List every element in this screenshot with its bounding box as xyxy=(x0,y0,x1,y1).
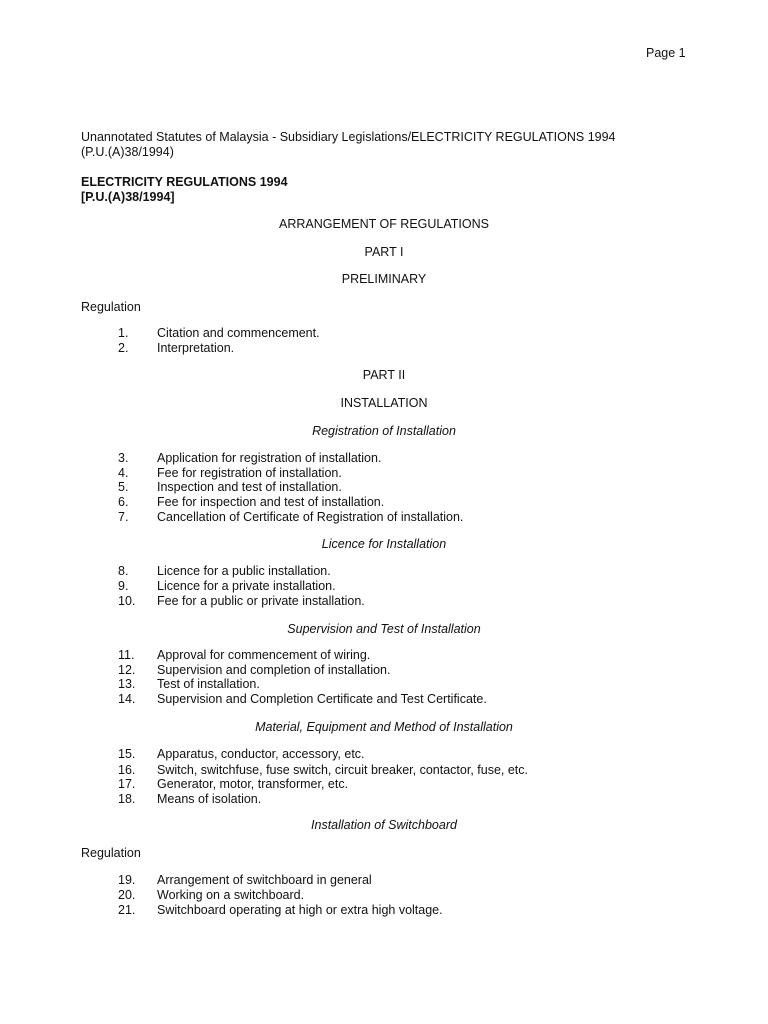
regulation-number: 12. xyxy=(118,663,136,677)
regulation-number: 8. xyxy=(118,564,129,578)
list-item xyxy=(0,341,768,356)
list-item xyxy=(0,480,768,495)
part-2-name: INSTALLATION xyxy=(340,396,428,410)
regulation-number: 1. xyxy=(118,326,129,340)
list-item xyxy=(0,677,768,692)
regulation-title: Apparatus, conductor, accessory, etc. xyxy=(157,747,365,761)
regulation-number: 15. xyxy=(118,747,136,761)
source-header-line-2: (P.U.(A)38/1994) xyxy=(81,145,174,159)
regulation-number: 13. xyxy=(118,677,136,691)
subheading-licence: Licence for Installation xyxy=(321,537,447,551)
regulation-column-label: Regulation xyxy=(81,300,141,314)
document-reference: [P.U.(A)38/1994] xyxy=(81,190,175,204)
regulation-title: Licence for a private installation. xyxy=(157,579,336,593)
regulation-title: Switchboard operating at high or extra high voltage. xyxy=(157,903,443,917)
regulation-column-label-2: Regulation xyxy=(81,846,141,860)
regulation-number: 6. xyxy=(118,495,129,509)
regulation-title: Supervision and completion of installation. xyxy=(157,663,391,677)
regulation-number: 17. xyxy=(118,777,136,791)
regulation-title: Means of isolation. xyxy=(157,792,262,806)
part-1-label: PART I xyxy=(364,245,404,259)
subheading-registration: Registration of Installation xyxy=(312,424,456,438)
list-item xyxy=(0,648,768,663)
regulation-title: Switch, switchfuse, fuse switch, circuit breaker, contactor, fuse, etc. xyxy=(157,763,528,777)
list-item xyxy=(0,888,768,903)
list-item xyxy=(0,747,768,762)
regulation-title: Interpretation. xyxy=(157,341,235,355)
regulation-title: Test of installation. xyxy=(157,677,260,691)
subheading-supervision: Supervision and Test of Installation xyxy=(287,622,481,636)
list-item xyxy=(0,510,768,525)
regulation-title: Fee for inspection and test of installation. xyxy=(157,495,385,509)
regulation-number: 10. xyxy=(118,594,136,608)
regulation-title: Citation and commencement. xyxy=(157,326,320,340)
regulation-number: 21. xyxy=(118,903,136,917)
regulation-title: Fee for a public or private installation. xyxy=(157,594,365,608)
regulation-number: 2. xyxy=(118,341,129,355)
regulation-number: 20. xyxy=(118,888,136,902)
regulation-title: Approval for commencement of wiring. xyxy=(157,648,371,662)
regulation-title: Application for registration of installation. xyxy=(157,451,382,465)
regulation-number: 19. xyxy=(118,873,136,887)
regulation-title: Licence for a public installation. xyxy=(157,564,331,578)
list-item xyxy=(0,763,768,778)
list-item xyxy=(0,903,768,918)
page-number: Page 1 xyxy=(646,46,686,60)
part-2-label: PART II xyxy=(362,368,406,382)
source-header-line-1: Unannotated Statutes of Malaysia - Subsidiary Legislations/ELECTRICITY REGULATIONS 1994 xyxy=(81,130,616,144)
regulation-title: Supervision and Completion Certificate and Test Certificate. xyxy=(157,692,487,706)
regulation-title: Inspection and test of installation. xyxy=(157,480,342,494)
arrangement-heading: ARRANGEMENT OF REGULATIONS xyxy=(279,217,489,231)
regulation-number: 14. xyxy=(118,692,136,706)
regulation-title: Arrangement of switchboard in general xyxy=(157,873,372,887)
part-1-name: PRELIMINARY xyxy=(341,272,427,286)
regulation-number: 18. xyxy=(118,792,136,806)
list-item xyxy=(0,564,768,579)
list-item xyxy=(0,663,768,678)
regulation-number: 16. xyxy=(118,763,136,777)
regulation-title: Fee for registration of installation. xyxy=(157,466,342,480)
regulation-number: 7. xyxy=(118,510,129,524)
regulation-title: Working on a switchboard. xyxy=(157,888,305,902)
list-item xyxy=(0,777,768,792)
document-title: ELECTRICITY REGULATIONS 1994 xyxy=(81,175,288,189)
list-item xyxy=(0,579,768,594)
regulation-title: Cancellation of Certificate of Registration of installation. xyxy=(157,510,464,524)
regulation-number: 9. xyxy=(118,579,129,593)
list-item xyxy=(0,466,768,481)
regulation-number: 5. xyxy=(118,480,129,494)
list-item xyxy=(0,326,768,341)
list-item xyxy=(0,792,768,807)
regulation-number: 3. xyxy=(118,451,129,465)
regulation-number: 11. xyxy=(118,648,135,662)
list-item xyxy=(0,692,768,707)
list-item xyxy=(0,495,768,510)
regulation-number: 4. xyxy=(118,466,129,480)
list-item xyxy=(0,873,768,888)
regulation-title: Generator, motor, transformer, etc. xyxy=(157,777,349,791)
list-item xyxy=(0,594,768,609)
subheading-switchboard: Installation of Switchboard xyxy=(311,818,457,832)
list-item xyxy=(0,451,768,466)
subheading-material: Material, Equipment and Method of Installation xyxy=(255,720,513,734)
